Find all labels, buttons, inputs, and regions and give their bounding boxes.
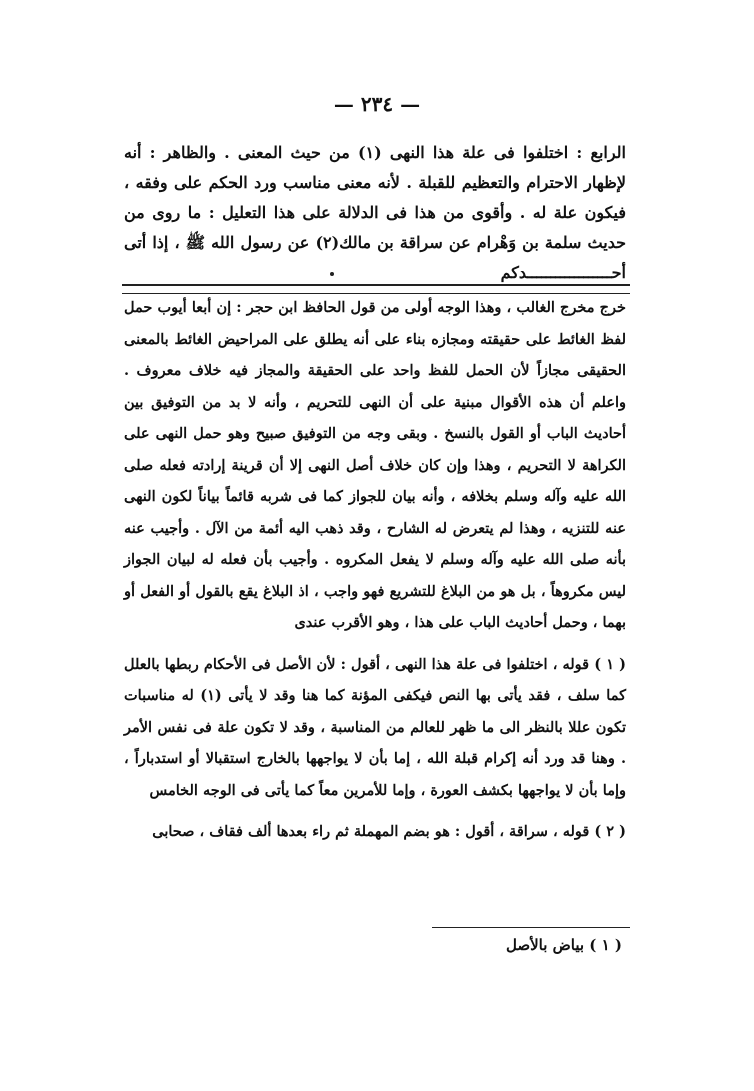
note-continuation: خرج مخرج الغالب ، وهذا الوجه أولى من قول الحافظ ابن حجر : إن أبعا أيوب حمل لفظ الغائط على حقيقته ومجازه بناء على أنه يطلق على المراحيض الغائط بالمعنى الحقيقى مجازاً لأن الحمل للفظ واحد على الحقيقة والمجاز فيه خلاف معروف . واعلم أن هذه الأقوال مبنية على أن النهى للتحريم ، وأنه لا بد من التوفيق بين أحاديث الباب أو القول بالنسخ . وبقى وجه من التوفيق صبيح وهو حمل النهى على الكراهة لا التحريم ، وهذا وإن كان خلاف أصل النهى إلا أن قرينة إرادته فعله صلى الله عليه وآله وسلم بخلافه ، وأنه بيان للجواز كما فى شربه قائماً بياناً لكون النهى عنه للتنزيه ، وهذا لم يتعرض له الشارح ، وقد ذهب اليه أئمة من الآل . وأجيب عنه بأنه صلى الله عليه وآله وسلم لا يفعل المكروه . وأجيب بأن فعله له لبيان الجواز ليس مكروهاً ، بل هو من البلاغ للتشريع فهو واجب ، اذ البلاغ يقع بالقول أو الفعل أو بهما ، وحمل أحاديث الباب على هذا ، وهو الأقرب عندى xyxy=(124,299,626,631)
separator-rule xyxy=(122,284,630,286)
footnote: ( ١ ) بياض بالأصل xyxy=(506,936,622,954)
main-text xyxy=(124,138,626,288)
note-2: ( ٢ ) قوله ، سراقة ، أقول : هو بضم المهملة ثم راء بعدها ألف فقاف ، صحابى xyxy=(152,823,626,840)
commentary-notes xyxy=(124,292,626,858)
note-1: ( ١ ) قوله ، اختلفوا فى علة هذا النهى ، أقول : لأن الأصل فى الأحكام ربطها بالعلل كما سلف ، فقد يأتى بها النص فيكفى المؤنة كما هنا وقد لا يأتى (١) له مناسبات تكون عللا بالنظر الى ما ظهر للعالم من المناسبة ، وقد لا تكون علة فى نفس الأمر . وهنا قد ورد أنه إكرام قبلة الله ، إما بأن لا يواجهها بالخارج استقبالا أو استدباراً ، وإما بأن لا يواجهها بكشف العورة ، وإما للأمرين معاً كما يأتى فى الوجه الخامس xyxy=(124,655,626,799)
footnote-rule xyxy=(432,927,630,928)
page-number: — ٢٣٤ — xyxy=(333,92,421,116)
main-paragraph: الرابع : اختلفوا فى علة هذا النهى (١) من حيث المعنى . والظاهر : أنه لإظهار الاحترام والتعظيم للقبلة . لأنه معنى مناسب ورد الحكم على وفقه ، فيكون علة له . وأقوى من هذا فى الدلالة على هذا التعليل : ما روى من حديث سلمة بن وَهْرام عن سراقة بن مالك(٢) عن رسول الله ﷺ ، إذا أتى أحــــــــــــــــــدكم xyxy=(124,143,627,282)
separator-dot xyxy=(330,272,334,276)
